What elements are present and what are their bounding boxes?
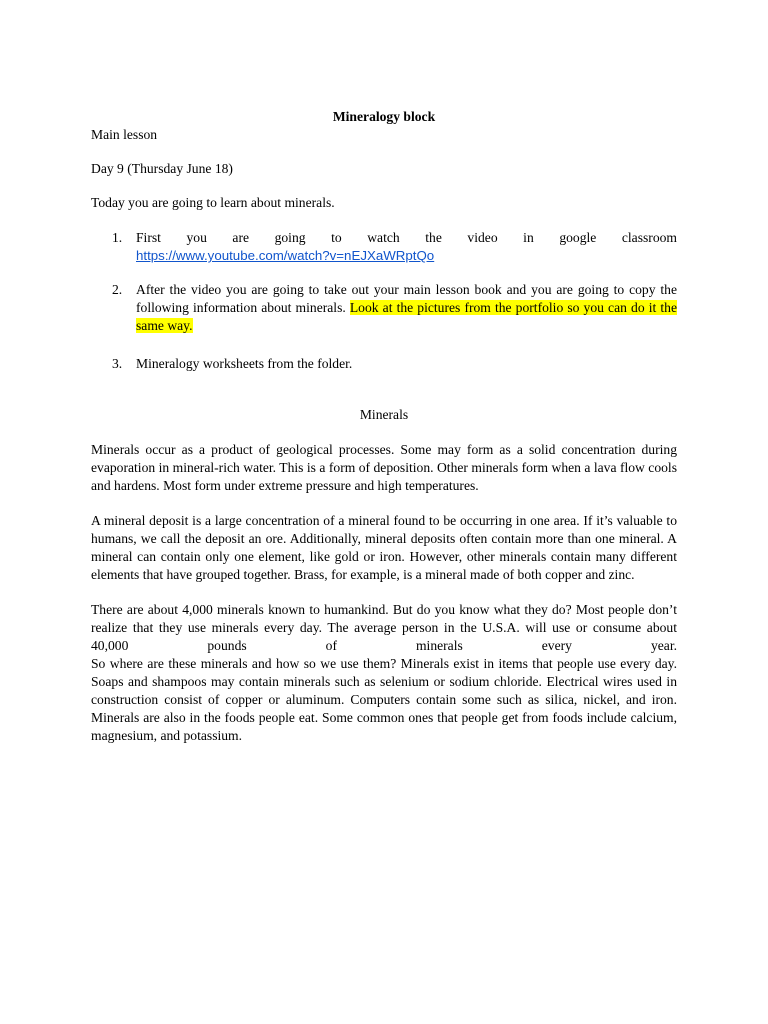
step-text: First you are going to watch the video in google classroom bbox=[136, 230, 677, 245]
intro-text: Today you are going to learn about minerals. bbox=[91, 195, 335, 210]
highlighted-instruction: Look at the pictures from the portfolio so you can do it the same way. bbox=[136, 300, 677, 333]
step-text: Mineralogy worksheets from the folder. bbox=[136, 356, 353, 371]
step-text: After the video you are going to take out your main lesson book and you are going to copy the following information about minerals. bbox=[136, 282, 677, 315]
document-title: Mineralogy block bbox=[332, 109, 436, 124]
paragraph: So where are these minerals and how so we use them? Minerals exist in items that people use every day. Soaps and shampoos may contain minerals such as selenium or sodium chloride. Electrical wires used in construction consist of copper or aluminum. Computers contain some such as silica, nickel, and iron. Minerals are also in the foods people eat. Some common ones that people get from foods include calcium, magnesium, and potassium. bbox=[91, 656, 677, 743]
step-number: 2. bbox=[112, 282, 123, 297]
lesson-day: Day 9 (Thursday June 18) bbox=[91, 161, 233, 176]
step-number: 1. bbox=[112, 230, 123, 245]
document-subtitle: Main lesson bbox=[91, 127, 158, 142]
step-item-1 bbox=[91, 229, 677, 265]
paragraph: Minerals occur as a product of geological processes. Some may form as a solid concentration during evaporation in mineral-rich water. This is a form of deposition. Other minerals form when a lava flow cools and hardens. Most form under extreme pressure and high temperatures. bbox=[91, 442, 677, 493]
step-number: 3. bbox=[112, 356, 123, 371]
paragraph: There are about 4,000 minerals known to humankind. But do you know what they do? Most people don’t realize that they use minerals every day. The average person in the U.S.A. will use or consume about 40,000 pounds of minerals every year. bbox=[91, 602, 677, 653]
paragraph: A mineral deposit is a large concentration of a mineral found to be occurring in one area. If it’s valuable to humans, we call the deposit an ore. Additionally, mineral deposits often contain more than one mineral. A mineral can contain only one element, like gold or iron. However, other minerals contain many different elements that have grouped together. Brass, for example, is a mineral made of both copper and zinc. bbox=[91, 513, 677, 582]
step-item-2 bbox=[91, 281, 677, 335]
video-link[interactable]: https://www.youtube.com/watch?v=nEJXaWRptQo bbox=[136, 248, 435, 263]
step-item-3 bbox=[91, 355, 677, 373]
document-body bbox=[91, 108, 677, 745]
section-title: Minerals bbox=[359, 407, 409, 422]
